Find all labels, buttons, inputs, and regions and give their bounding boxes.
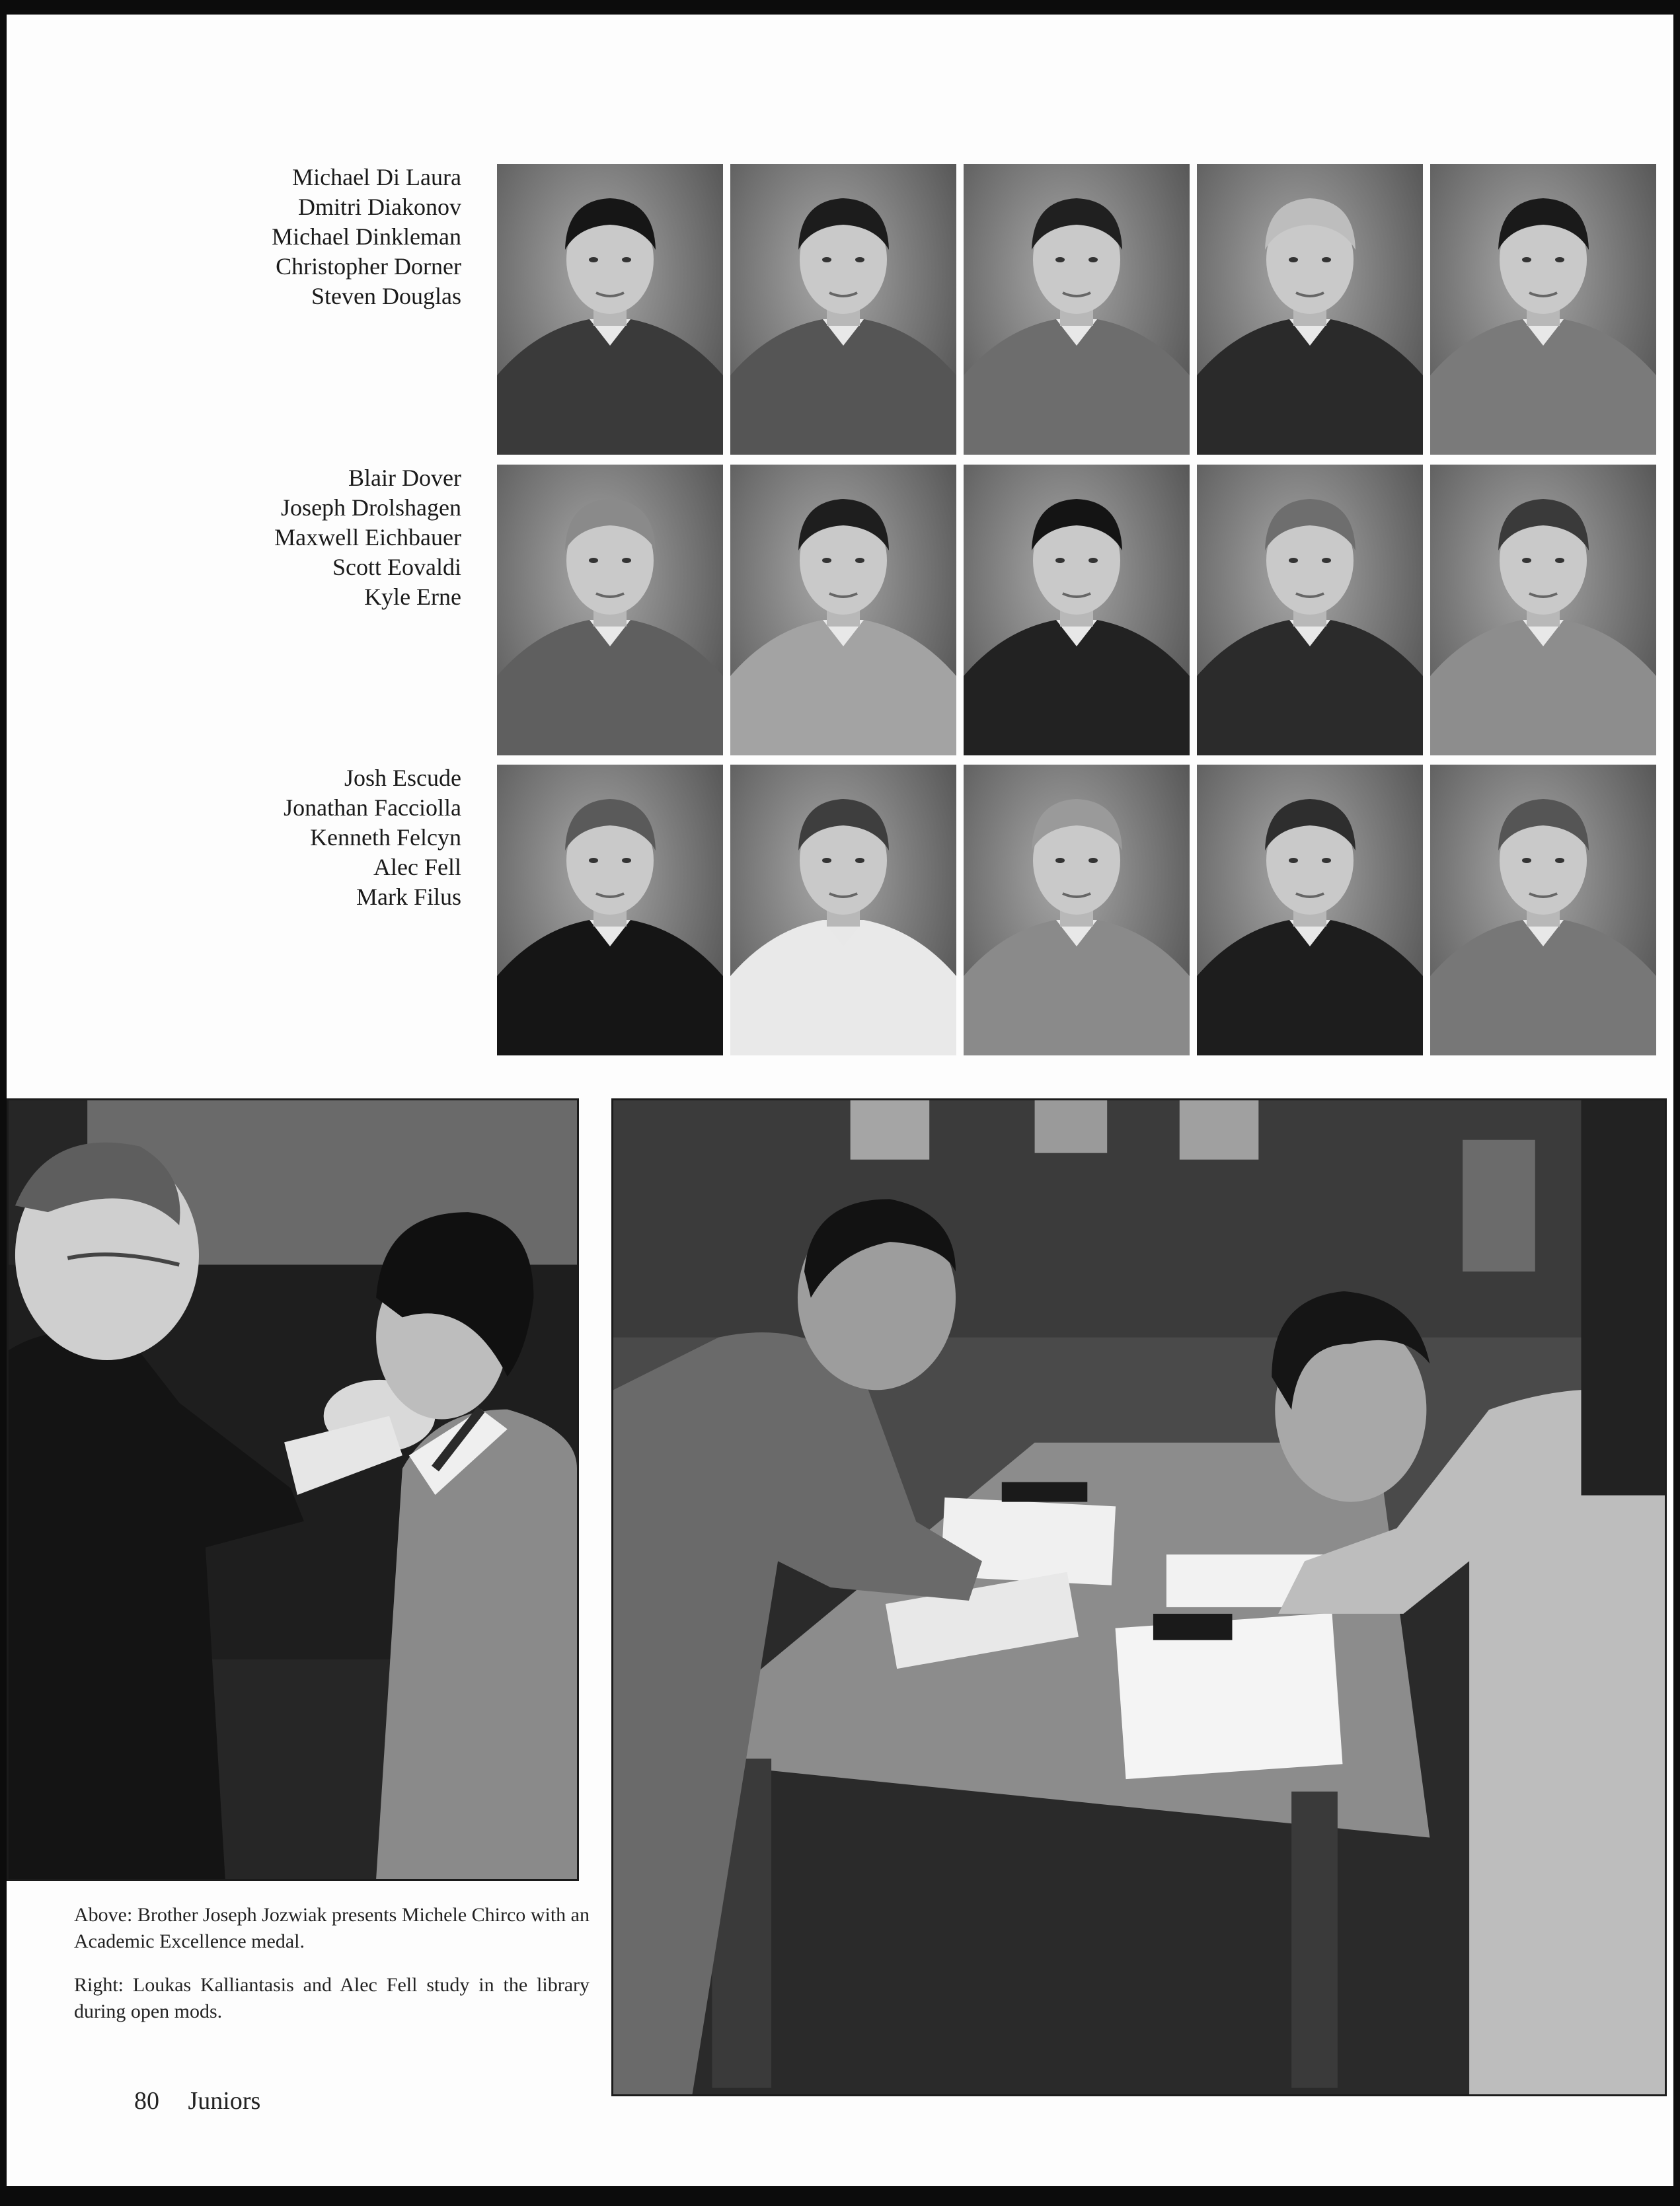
page-footer xyxy=(134,2086,260,2115)
student-portrait xyxy=(1430,765,1656,1055)
student-name: Josh Escude xyxy=(344,765,461,791)
student-portrait xyxy=(1197,465,1423,755)
student-portrait xyxy=(730,164,956,455)
student-name: Joseph Drolshagen xyxy=(281,494,461,521)
student-name: Maxwell Eichbauer xyxy=(274,524,461,551)
student-portrait xyxy=(497,465,723,755)
student-name: Alec Fell xyxy=(373,854,461,880)
student-name: Kyle Erne xyxy=(364,584,461,610)
student-name: Michael Di Laura xyxy=(292,164,461,190)
student-portrait xyxy=(1430,465,1656,755)
student-name: Scott Eovaldi xyxy=(332,554,461,580)
caption-right: Right: Loukas Kalliantasis and Alec Fell study in the library during open mods. xyxy=(74,1974,590,2022)
student-portrait xyxy=(497,164,723,455)
student-portrait xyxy=(1197,765,1423,1055)
student-name: Mark Filus xyxy=(356,884,461,910)
student-portrait xyxy=(730,765,956,1055)
name-list-row-1 xyxy=(139,163,461,311)
student-portrait xyxy=(1197,164,1423,455)
student-name: Blair Dover xyxy=(348,465,461,491)
name-list-row-2 xyxy=(139,463,461,612)
student-name: Steven Douglas xyxy=(311,283,461,309)
page-number: 80 xyxy=(134,2087,159,2115)
student-portrait xyxy=(964,465,1190,755)
yearbook-page xyxy=(7,15,1673,2186)
student-portrait xyxy=(964,164,1190,455)
student-name: Michael Dinkleman xyxy=(272,223,461,250)
name-list-row-3 xyxy=(139,763,461,912)
student-name: Kenneth Felcyn xyxy=(310,824,461,851)
student-name: Jonathan Facciolla xyxy=(284,794,461,821)
student-name: Christopher Dorner xyxy=(276,253,461,280)
library-photo xyxy=(611,1098,1667,2096)
student-portrait xyxy=(730,465,956,755)
student-name: Dmitri Diakonov xyxy=(298,194,461,220)
student-portrait xyxy=(1430,164,1656,455)
section-title: Juniors xyxy=(188,2087,261,2115)
award-photo xyxy=(7,1098,579,1881)
student-portrait xyxy=(497,765,723,1055)
caption-above: Above: Brother Joseph Jozwiak presents Michele Chirco with an Academic Excellence medal. xyxy=(74,1904,590,1952)
student-portrait xyxy=(964,765,1190,1055)
